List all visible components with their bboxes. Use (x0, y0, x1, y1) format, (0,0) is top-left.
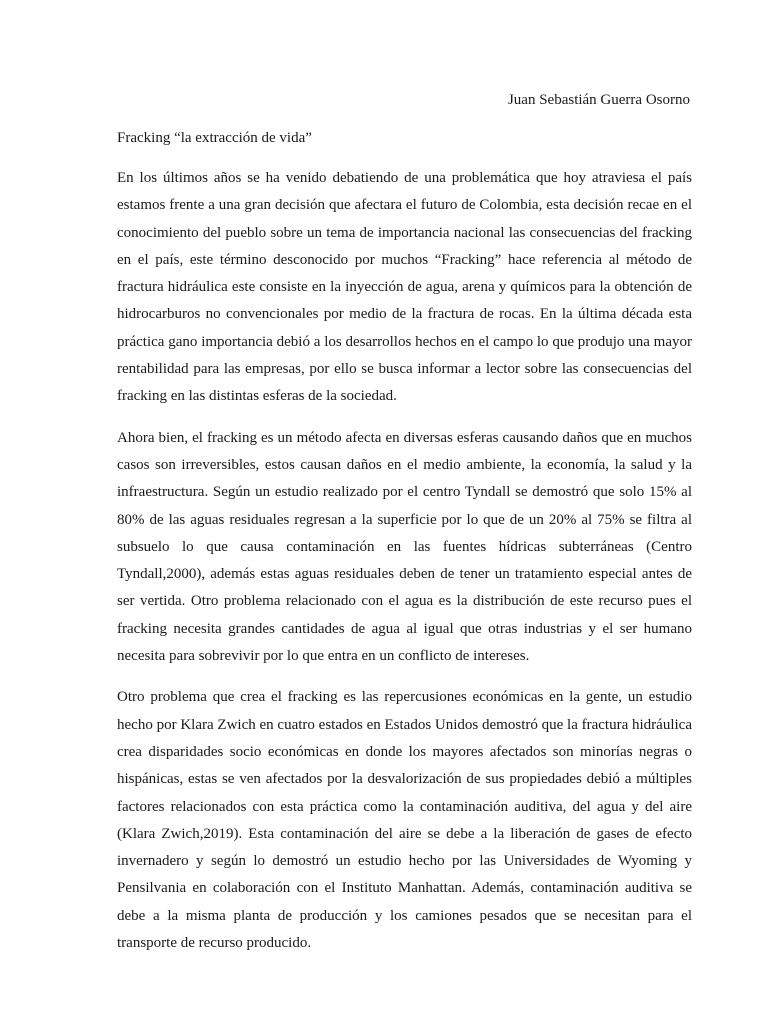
document-page (117, 88, 692, 971)
author-name: Juan Sebastián Guerra Osorno (507, 92, 690, 108)
paragraph-1: En los últimos años se ha venido debatiendo de una problemática que hoy atraviesa el país estamos frente a una gran decisión que afectara el futuro de Colombia, esta decisión recae en el conocimiento del pueblo sobre un tema de importancia nacional las consecuencias del fracking en el país, este término desconocido por muchos “Fracking” hace referencia al método de fractura hidráulica este consiste en la inyección de agua, arena y químicos para la obtención de hidrocarburos no convencionales por medio de la fractura de rocas. En la última década esta práctica gano importancia debió a los desarrollos hechos en el campo lo que produjo una mayor rentabilidad para las empresas, por ello se busca informar a lector sobre las consecuencias del fracking en las distintas esferas de la sociedad. (117, 170, 692, 405)
paragraph-3: Otro problema que crea el fracking es las repercusiones económicas en la gente, un estudio hecho por Klara Zwich en cuatro estados en Estados Unidos demostró que la fractura hidráulica crea disparidades socio económicas en donde los mayores afectados son minorías negras o hispánicas, estas se ven afectados por la desvalorización de sus propiedades debió a múltiples factores relacionados con esta práctica como la contaminación auditiva, del agua y del aire (Klara Zwich,2019). Esta contaminación del aire se debe a la liberación de gases de efecto invernadero y según lo demostró un estudio hecho por las Universidades de Wyoming y Pensilvania en colaboración con el Instituto Manhattan. Además, contaminación auditiva se debe a la misma planta de producción y los camiones pesados que se necesitan para el transporte de recurso producido. (117, 689, 692, 952)
paragraph-2: Ahora bien, el fracking es un método afecta en diversas esferas causando daños que en muchos casos son irreversibles, estos causan daños en el medio ambiente, la economía, la salud y la infraestructura. Según un estudio realizado por el centro Tyndall se demostró que solo 15% al 80% de las aguas residuales regresan a la superficie por lo que de un 20% al 75% se filtra al subsuelo lo que causa contaminación en las fuentes hídricas subterráneas (Centro Tyndall,2000), además estas aguas residuales deben de tener un tratamiento especial antes de ser vertida. Otro problema relacionado con el agua es la distribución de este recurso pues el fracking necesita grandes cantidades de agua al igual que otras industrias y el ser humano necesita para sobrevivir por lo que entra en un conflicto de intereses. (117, 429, 692, 665)
document-title: Fracking “la extracción de vida” (117, 130, 312, 146)
